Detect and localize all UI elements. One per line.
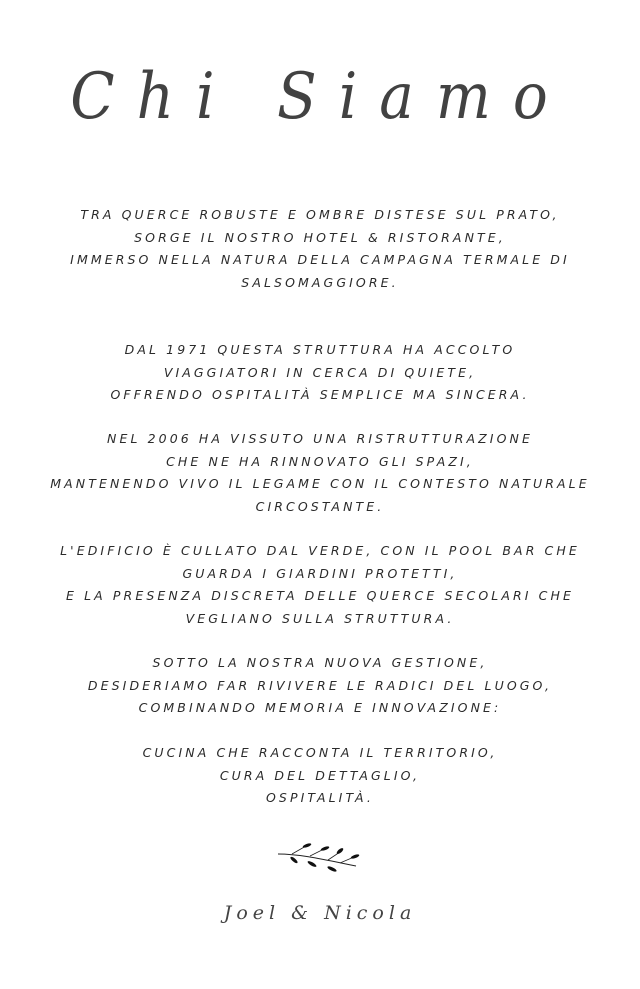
text-line: E LA PRESENZA DISCRETA DELLE QUERCE SECOLARI CHE [66,588,574,603]
text-line: L'EDIFICIO È CULLATO DAL VERDE, CON IL POOL BAR CHE [60,543,580,558]
paragraph-building [0,540,640,630]
text-line: OFFRENDO OSPITALITÀ SEMPLICE MA SINCERA. [110,387,530,402]
paragraph-renovation [0,428,640,518]
signature: Joel & Nicola [223,902,417,924]
text-line: COMBINANDO MEMORIA E INNOVAZIONE: [138,700,502,715]
paragraph-management [0,652,640,720]
text-line: VIAGGIATORI IN CERCA DI QUIETE, [163,364,477,380]
text-line: CHE NE HA RINNOVATO GLI SPAZI, [166,453,474,469]
text-line: TRA QUERCE ROBUSTE E OMBRE DISTESE SUL PRATO, [80,207,560,222]
text-line: CUCINA CHE RACCONTA IL TERRITORIO, [142,745,498,760]
text-line: SORGE IL NOSTRO HOTEL & RISTORANTE, [134,229,506,245]
text-line: GUARDA I GIARDINI PROTETTI, [182,565,458,581]
paragraph-history [0,339,640,407]
text-line: SOTTO LA NOSTRA NUOVA GESTIONE, [152,655,488,670]
text-line: OSPITALITÀ. [265,790,375,805]
text-line: NEL 2006 HA VISSUTO UNA RISTRUTTURAZIONE [107,431,533,446]
page-title: Chi Siamo [70,58,570,134]
text-line: VEGLIANO SULLA STRUTTURA. [185,610,455,626]
text-line: DESIDERIAMO FAR RIVIVERE LE RADICI DEL LUOGO, [87,677,553,693]
paragraph-values [0,742,640,810]
olive-sprig-icon [276,840,362,876]
text-line: IMMERSO NELLA NATURA DELLA CAMPAGNA TERMALE DI [70,252,570,267]
text-line: MANTENENDO VIVO IL LEGAME CON IL CONTESTO NATURALE [50,476,590,491]
text-line: CURA DEL DETTAGLIO, [219,767,421,783]
text-line: SALSOMAGGIORE. [241,274,399,290]
text-line: DAL 1971 QUESTA STRUTTURA HA ACCOLTO [124,342,516,357]
paragraph-intro [0,204,640,294]
text-line: CIRCOSTANTE. [255,498,385,514]
